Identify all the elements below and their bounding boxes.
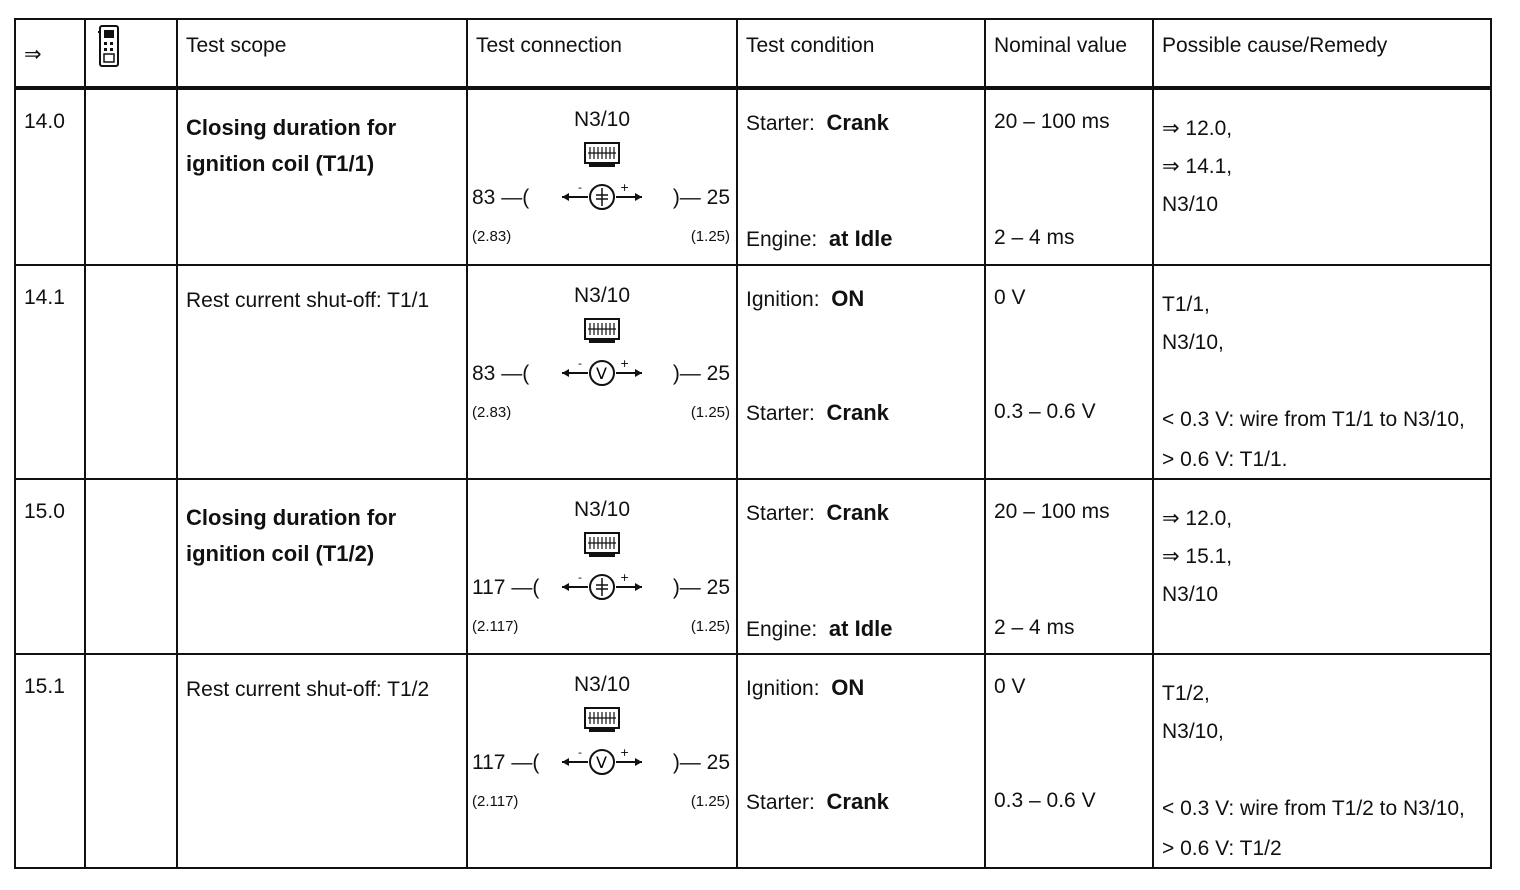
pin-right: )— 25 — [672, 576, 730, 599]
remedy-details: < 0.3 V: wire from T1/1 to N3/10, > 0.6 V: T1/1. — [1162, 408, 1465, 471]
header-possible-cause: Possible cause/Remedy — [1153, 19, 1491, 88]
possible-cause — [1153, 88, 1491, 265]
nominal-value — [985, 88, 1153, 265]
svg-text:-: - — [578, 357, 582, 370]
svg-text:-: - — [578, 571, 582, 584]
test-condition — [737, 265, 985, 479]
test-connection — [467, 479, 737, 654]
header-test-scope: Test scope — [177, 19, 467, 88]
svg-text:-: - — [578, 181, 582, 194]
nominal-1: 0 V — [994, 675, 1026, 698]
remedy-refs: ⇒ 12.0, ⇒ 14.1, N3/10 — [1162, 117, 1233, 216]
pin-right: )— 25 — [672, 186, 730, 209]
duty-cycle-meter-icon — [560, 570, 644, 604]
control-module-icon — [584, 532, 620, 558]
tester-cell — [85, 265, 177, 479]
condition-1: Starter: Crank — [746, 500, 889, 525]
svg-text:+: + — [620, 181, 630, 194]
tester-icon — [96, 24, 122, 68]
step-number: 15.1 — [15, 654, 85, 868]
header-test-connection: Test connection — [467, 19, 737, 88]
table-row — [15, 88, 1491, 265]
diagnostic-test-table-page — [14, 18, 1490, 880]
pin-left-socket: (2.117) — [472, 793, 519, 810]
test-table — [14, 18, 1492, 869]
condition-2: Engine: at Idle — [746, 226, 893, 251]
pin-left: 117 —( — [472, 576, 540, 599]
pin-right-socket: (1.25) — [690, 228, 730, 245]
control-module-icon — [584, 707, 620, 733]
possible-cause — [1153, 265, 1491, 479]
test-scope: Rest current shut-off: T1/1 — [177, 265, 467, 479]
header-row — [15, 19, 1491, 88]
pin-left: 83 —( — [472, 186, 530, 209]
module-label: N3/10 — [573, 108, 631, 131]
svg-text:+: + — [620, 357, 630, 370]
nominal-2: 0.3 – 0.6 V — [994, 400, 1096, 423]
pin-left-socket: (2.83) — [472, 228, 512, 245]
pin-right-socket: (1.25) — [690, 404, 730, 421]
step-number: 15.0 — [15, 479, 85, 654]
tester-cell — [85, 654, 177, 868]
test-condition — [737, 654, 985, 868]
remedy-refs: T1/1, N3/10, — [1162, 293, 1224, 354]
possible-cause — [1153, 479, 1491, 654]
possible-cause — [1153, 654, 1491, 868]
pin-left-socket: (2.117) — [472, 618, 519, 635]
module-label: N3/10 — [573, 498, 631, 521]
test-condition — [737, 88, 985, 265]
remedy-refs: T1/2, N3/10, — [1162, 682, 1224, 743]
pin-left: 117 —( — [472, 751, 540, 774]
svg-text:V: V — [596, 753, 607, 772]
test-scope: Closing duration for ignition coil (T1/1) — [177, 88, 467, 265]
nominal-1: 20 – 100 ms — [994, 500, 1110, 523]
pin-left-socket: (2.83) — [472, 404, 512, 421]
svg-text:V: V — [596, 364, 607, 383]
nominal-2: 2 – 4 ms — [994, 226, 1075, 249]
remedy-details: < 0.3 V: wire from T1/2 to N3/10, > 0.6 V: T1/2 — [1162, 797, 1465, 860]
test-connection — [467, 265, 737, 479]
pin-right-socket: (1.25) — [690, 618, 730, 635]
condition-2: Starter: Crank — [746, 789, 889, 814]
nominal-1: 20 – 100 ms — [994, 110, 1110, 133]
voltmeter-icon — [560, 356, 644, 390]
condition-2: Engine: at Idle — [746, 616, 893, 641]
condition-1: Ignition: ON — [746, 286, 865, 311]
table-row — [15, 479, 1491, 654]
control-module-icon — [584, 142, 620, 168]
test-condition — [737, 479, 985, 654]
tester-cell — [85, 479, 177, 654]
condition-2: Starter: Crank — [746, 400, 889, 425]
test-connection — [467, 88, 737, 265]
voltmeter-icon — [560, 745, 644, 779]
step-number: 14.1 — [15, 265, 85, 479]
pin-right: )— 25 — [672, 751, 730, 774]
pin-right: )— 25 — [672, 362, 730, 385]
module-label: N3/10 — [573, 673, 631, 696]
nominal-value — [985, 479, 1153, 654]
remedy-refs: ⇒ 12.0, ⇒ 15.1, N3/10 — [1162, 507, 1233, 606]
header-nominal-value: Nominal value — [985, 19, 1153, 88]
test-scope: Rest current shut-off: T1/2 — [177, 654, 467, 868]
tester-cell — [85, 88, 177, 265]
header-tester — [85, 19, 177, 88]
step-number: 14.0 — [15, 88, 85, 265]
nominal-value — [985, 654, 1153, 868]
svg-text:-: - — [578, 746, 582, 759]
nominal-2: 0.3 – 0.6 V — [994, 789, 1096, 812]
table-row — [15, 654, 1491, 868]
pin-right-socket: (1.25) — [690, 793, 730, 810]
svg-text:+: + — [620, 746, 630, 759]
test-connection — [467, 654, 737, 868]
header-arrow: ⇒ — [15, 19, 85, 88]
nominal-2: 2 – 4 ms — [994, 616, 1075, 639]
nominal-1: 0 V — [994, 286, 1026, 309]
nominal-value — [985, 265, 1153, 479]
pin-left: 83 —( — [472, 362, 530, 385]
condition-1: Starter: Crank — [746, 110, 889, 135]
duty-cycle-meter-icon — [560, 180, 644, 214]
control-module-icon — [584, 318, 620, 344]
svg-text:+: + — [620, 571, 630, 584]
table-row — [15, 265, 1491, 479]
condition-1: Ignition: ON — [746, 675, 865, 700]
header-test-condition: Test condition — [737, 19, 985, 88]
test-scope: Closing duration for ignition coil (T1/2) — [177, 479, 467, 654]
module-label: N3/10 — [573, 284, 631, 307]
